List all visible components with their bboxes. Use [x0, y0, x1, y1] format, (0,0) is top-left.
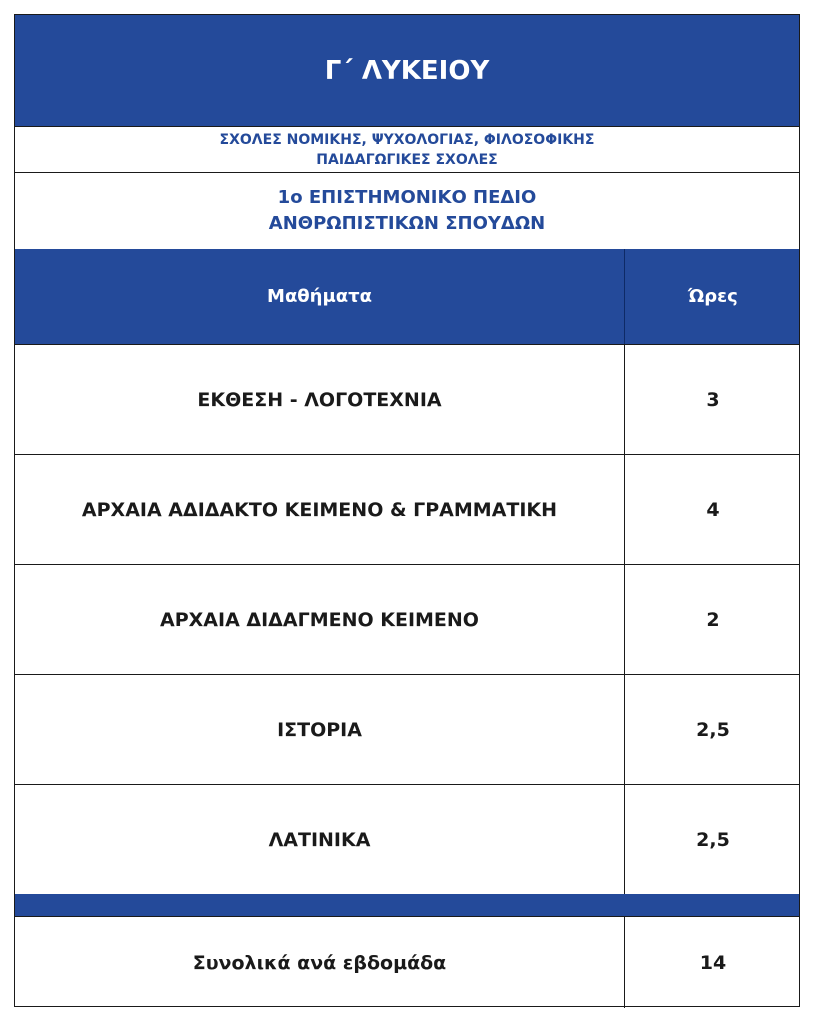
separator-bar: [15, 894, 799, 916]
table-row: [15, 454, 799, 564]
hours-cell: 2,5: [624, 675, 801, 784]
field-heading: [15, 173, 799, 249]
hours-cell: 2: [624, 565, 801, 674]
hours-cell: 3: [624, 345, 801, 454]
table-row: [15, 564, 799, 674]
hours-cell: 4: [624, 455, 801, 564]
total-hours: 14: [624, 917, 801, 1008]
table-header: [15, 249, 799, 344]
table-row: [15, 784, 799, 894]
header-hours: Ώρες: [624, 249, 801, 344]
header-subjects: Μαθήματα: [267, 286, 372, 307]
subject-cell: ΕΚΘΕΣΗ - ΛΟΓΟΤΕΧΝΙΑ: [197, 388, 442, 411]
field-line-1: 1ο ΕΠΙΣΤΗΜΟΝΙΚΟ ΠΕΔΙΟ: [277, 187, 537, 208]
schools-line-1: ΣΧΟΛΕΣ ΝΟΜΙΚΗΣ, ΨΥΧΟΛΟΓΙΑΣ, ΦΙΛΟΣΟΦΙΚΗΣ: [219, 131, 595, 148]
subject-cell: ΑΡΧΑΙΑ ΑΔΙΔΑΚΤΟ ΚΕΙΜΕΝΟ & ΓΡΑΜΜΑΤΙΚΗ: [81, 498, 558, 521]
total-row: [15, 916, 799, 1008]
schools-line-2: ΠΑΙΔΑΓΩΓΙΚΕΣ ΣΧΟΛΕΣ: [316, 151, 498, 168]
subject-cell: ΑΡΧΑΙΑ ΔΙΔΑΓΜΕΝΟ ΚΕΙΜΕΝΟ: [160, 608, 479, 631]
total-label: Συνολικά ανά εβδομάδα: [192, 951, 447, 974]
subject-cell: ΙΣΤΟΡΙΑ: [277, 718, 362, 741]
schools-subtitle: [15, 126, 799, 173]
subject-cell: ΛΑΤΙΝΙΚΑ: [268, 828, 371, 851]
table-row: [15, 344, 799, 454]
field-line-2: ΑΝΘΡΩΠΙΣΤΙΚΩΝ ΣΠΟΥΔΩΝ: [268, 213, 546, 234]
table-row: [15, 674, 799, 784]
hours-cell: 2,5: [624, 785, 801, 894]
page-title: Γ΄ ΛΥΚΕΙΟΥ: [15, 15, 799, 126]
schedule-table: [14, 14, 800, 1007]
